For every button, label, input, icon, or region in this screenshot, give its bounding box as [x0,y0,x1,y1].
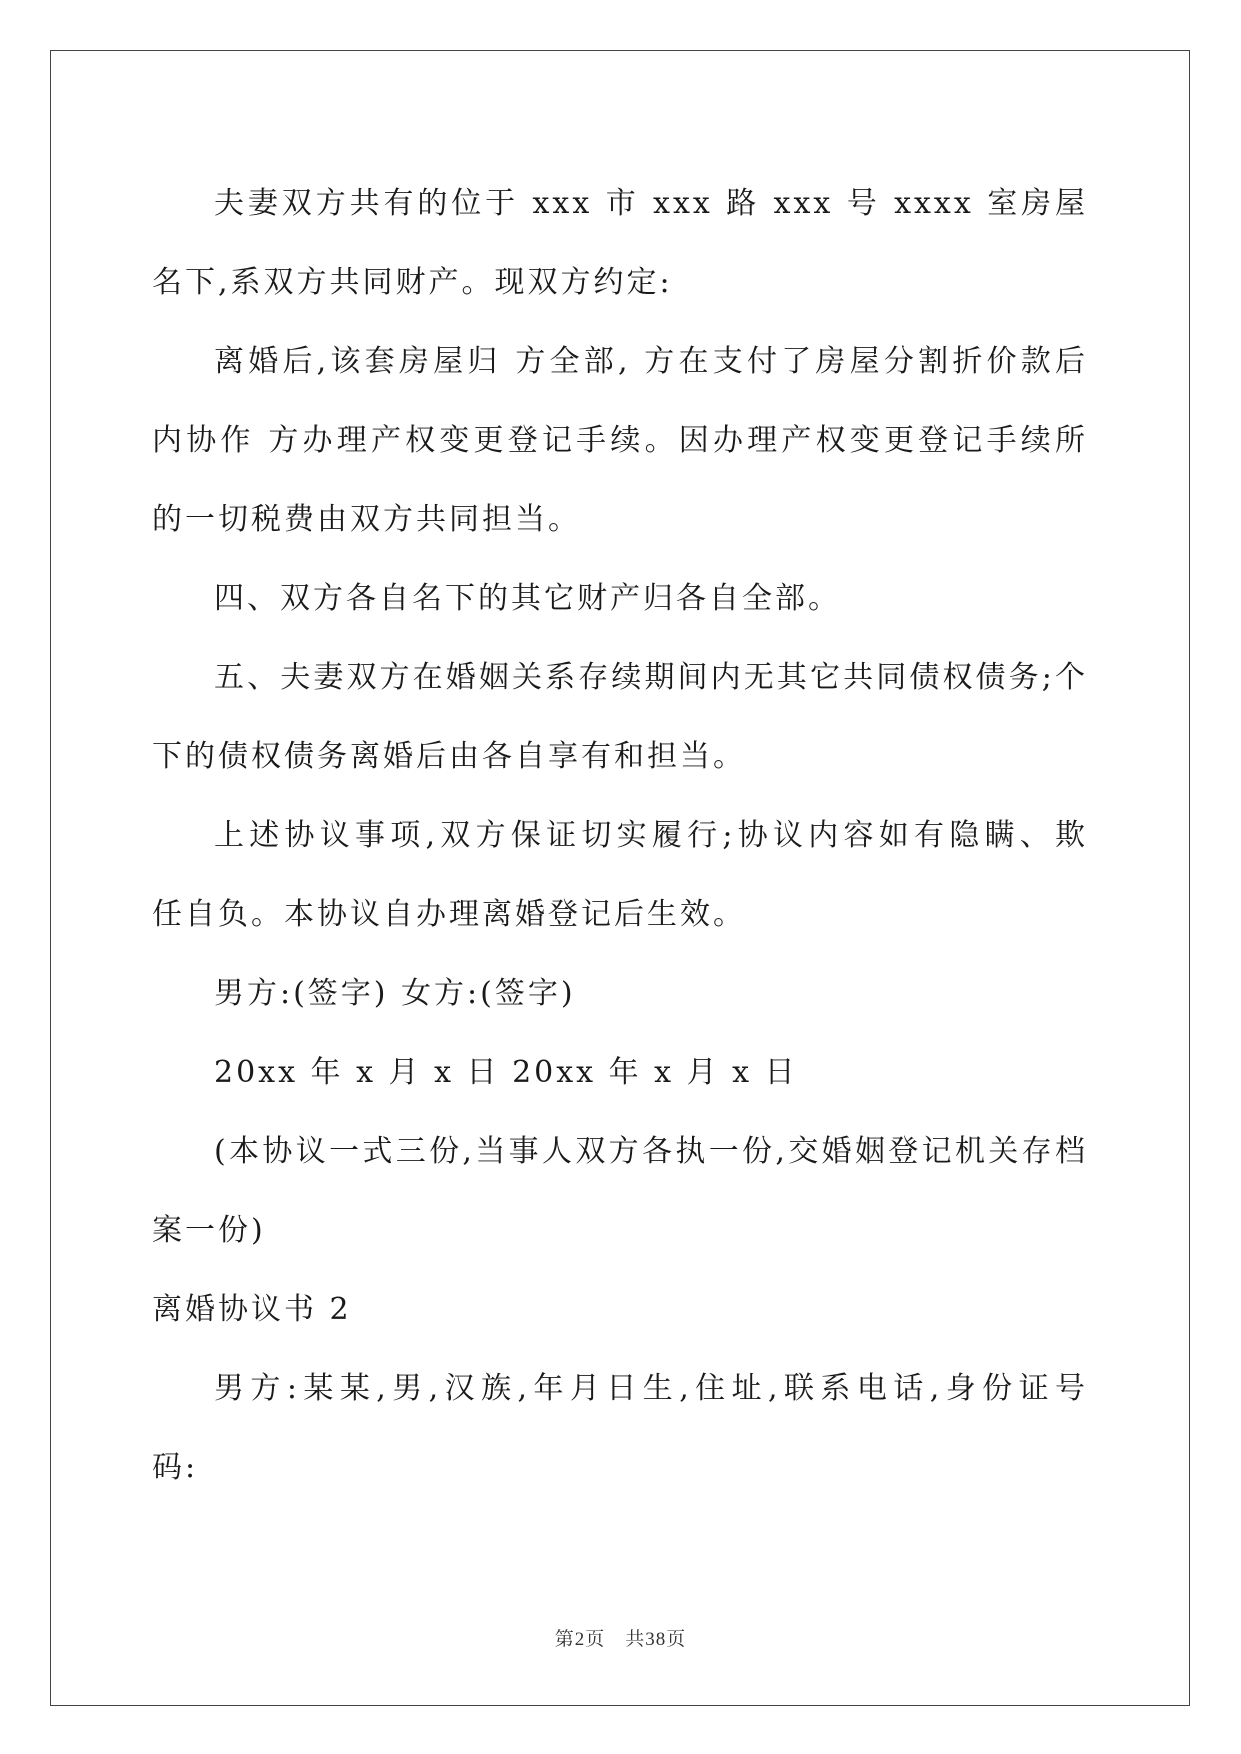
paragraph-line: 内协作 方办理产权变更登记手续。因办理产权变更登记手续所 [152,423,1088,458]
paragraph-line: 男方:某某,男,汉族,年月日生,住址,联系电话,身份证号 [214,1371,1088,1406]
paragraph-line: 夫妻双方共有的位于 xxx 市 xxx 路 xxx 号 xxxx 室房屋 [214,186,1088,221]
date-line: 20xx 年 x 月 x 日 20xx 年 x 月 x 日 [214,1055,798,1090]
paragraph-line: 码: [152,1450,199,1485]
paragraph-line: 四、双方各自名下的其它财产归各自全部。 [214,581,841,616]
paragraph-line: 的一切税费由双方共同担当。 [152,502,581,537]
page-footer [0,1624,1241,1651]
page-label-prefix: 第 [554,1628,575,1650]
document-body [152,164,1088,1507]
page-label-suffix: 页 [666,1628,687,1650]
paragraph-line: 下的债权债务离婚后由各自享有和担当。 [152,739,746,774]
signature-line: 男方:(签字) 女方:(签字) [214,976,576,1011]
paragraph-line: 名下,系双方共同财产。现双方约定: [152,265,673,300]
paragraph-line: (本协议一式三份,当事人双方各执一份,交婚姻登记机关存档 [214,1134,1088,1169]
paragraph-line: 离婚后,该套房屋归 方全部, 方在支付了房屋分割折价款后 [214,344,1088,379]
total-pages-number: 38 [645,1629,667,1650]
paragraph-line: 案一份) [152,1213,266,1248]
section-heading: 离婚协议书 2 [152,1292,352,1327]
page-label-mid: 页 共 [585,1628,646,1650]
paragraph-line: 任自负。本协议自办理离婚登记后生效。 [152,897,746,932]
current-page-number: 2 [574,1629,586,1650]
paragraph-line: 上述协议事项,双方保证切实履行;协议内容如有隐瞒、欺 [214,818,1088,853]
paragraph-line: 五、夫妻双方在婚姻关系存续期间内无其它共同债权债务;个 [214,660,1088,695]
